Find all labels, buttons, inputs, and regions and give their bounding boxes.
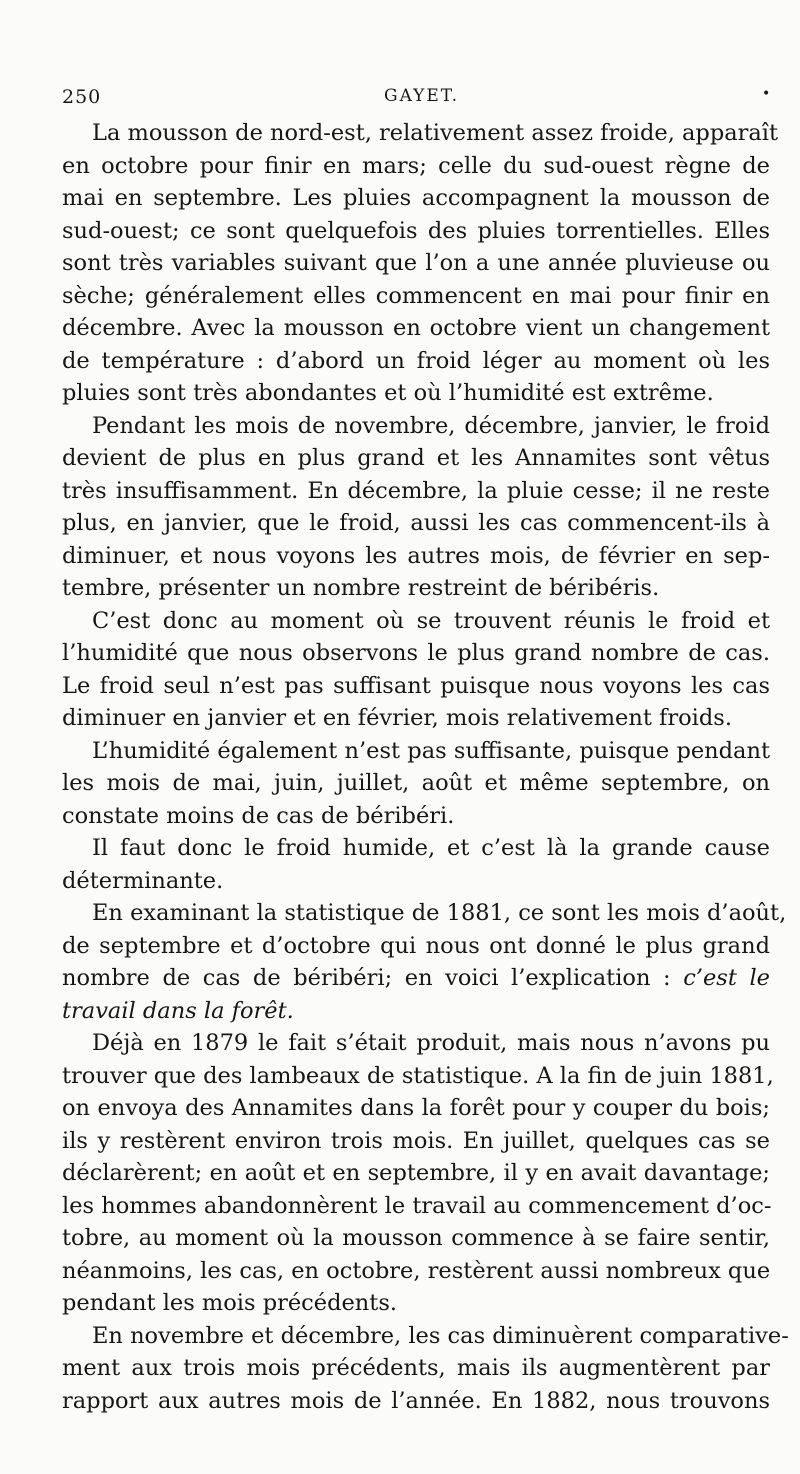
text-line: les mois de mai, juin, juillet, août et même septembre, on	[62, 770, 770, 796]
text-line-start: nombre de cas de béribéri; en voici l’explication :	[62, 965, 684, 991]
text-line: mai en septembre. Les pluies accompagnent la mousson de	[62, 185, 770, 211]
text-line: décembre. Avec la mousson en octobre vient un changement	[62, 315, 770, 341]
text-line: ment aux trois mois précédents, mais ils augmentèrent par	[62, 1355, 770, 1381]
text-line: En examinant la statistique de 1881, ce sont les mois d’août,	[92, 900, 787, 926]
text-line: très insuffisamment. En décembre, la pluie cesse; il ne reste	[62, 477, 770, 504]
text-line: Pendant les mois de novembre, décembre, janvier, le froid	[92, 412, 770, 439]
text-line: déterminante.	[62, 867, 224, 894]
text-line: diminuer en janvier et en février, mois relativement froids.	[62, 705, 732, 731]
page-header	[62, 86, 771, 116]
text-line: constate moins de cas de béribéri.	[62, 802, 455, 829]
text-line	[62, 962, 770, 995]
text-line: devient de plus en plus grand et les Annamites sont vêtus	[62, 445, 770, 471]
margin-mark: •	[762, 86, 771, 102]
text-line: de température : d’abord un froid léger au moment où les	[62, 347, 770, 374]
text-line: Il faut donc le froid humide, et c’est là la grande cause	[92, 835, 770, 861]
text-line: diminuer, et nous voyons les autres mois, de février en sep-	[62, 542, 770, 569]
text-line: plus, en janvier, que le froid, aussi les cas commencent-ils à	[62, 510, 770, 536]
text-line: C’est donc au moment où se trouvent réunis le froid et	[92, 607, 770, 634]
text-line: sud-ouest; ce sont quelquefois des pluies torrentielles. Elles	[62, 217, 770, 244]
text-line: ils y restèrent environ trois mois. En juillet, quelques cas se	[62, 1127, 770, 1154]
text-line: Déjà en 1879 le fait s’était produit, mais nous n’avons pu	[92, 1030, 770, 1056]
text-line: L’humidité également n’est pas suffisante, puisque pendant	[92, 737, 770, 764]
body-text	[62, 117, 789, 1417]
text-line: en octobre pour finir en mars; celle du sud-ouest règne de	[62, 152, 770, 179]
italic-phrase: travail dans la forêt.	[62, 997, 294, 1024]
page-number: 250	[62, 86, 102, 108]
text-line: En novembre et décembre, les cas diminuèrent comparative-	[92, 1322, 789, 1349]
text-line: on envoya des Annamites dans la forêt pour y couper du bois;	[62, 1095, 770, 1121]
running-head: GAYET.	[384, 86, 460, 106]
text-line: sèche; généralement elles commencent en mai pour finir en	[62, 282, 770, 309]
text-line: tobre, au moment où la mousson commence à se faire sentir,	[62, 1225, 770, 1251]
text-line	[62, 995, 770, 1028]
text-line: rapport aux autres mois de l’année. En 1882, nous trouvons	[62, 1387, 770, 1414]
text-line: néanmoins, les cas, en octobre, restèrent aussi nombreux que	[62, 1257, 771, 1284]
text-line: pluies sont très abondantes et où l’humidité est extrême.	[62, 380, 714, 406]
text-line: sont très variables suivant que l’on a une année pluvieuse ou	[62, 250, 770, 276]
text-line: les hommes abandonnèrent le travail au commencement d’oc-	[62, 1192, 772, 1219]
text-line: pendant les mois précédents.	[62, 1290, 398, 1316]
text-line: La mousson de nord-est, relativement assez froide, apparaît	[92, 120, 779, 146]
text-line: tembre, présenter un nombre restreint de béribéris.	[62, 575, 660, 601]
text-line: Le froid seul n’est pas suffisant puisque nous voyons les cas	[62, 672, 770, 699]
text-line: trouver que des lambeaux de statistique. A la fin de juin 1881,	[62, 1062, 774, 1089]
italic-phrase: c’est le	[683, 965, 771, 991]
text-line: l’humidité que nous observons le plus grand nombre de cas.	[62, 640, 770, 666]
text-line: déclarèrent; en août et en septembre, il y en avait davantage;	[62, 1160, 770, 1186]
text-line: de septembre et d’octobre qui nous ont donné le plus grand	[62, 932, 770, 959]
